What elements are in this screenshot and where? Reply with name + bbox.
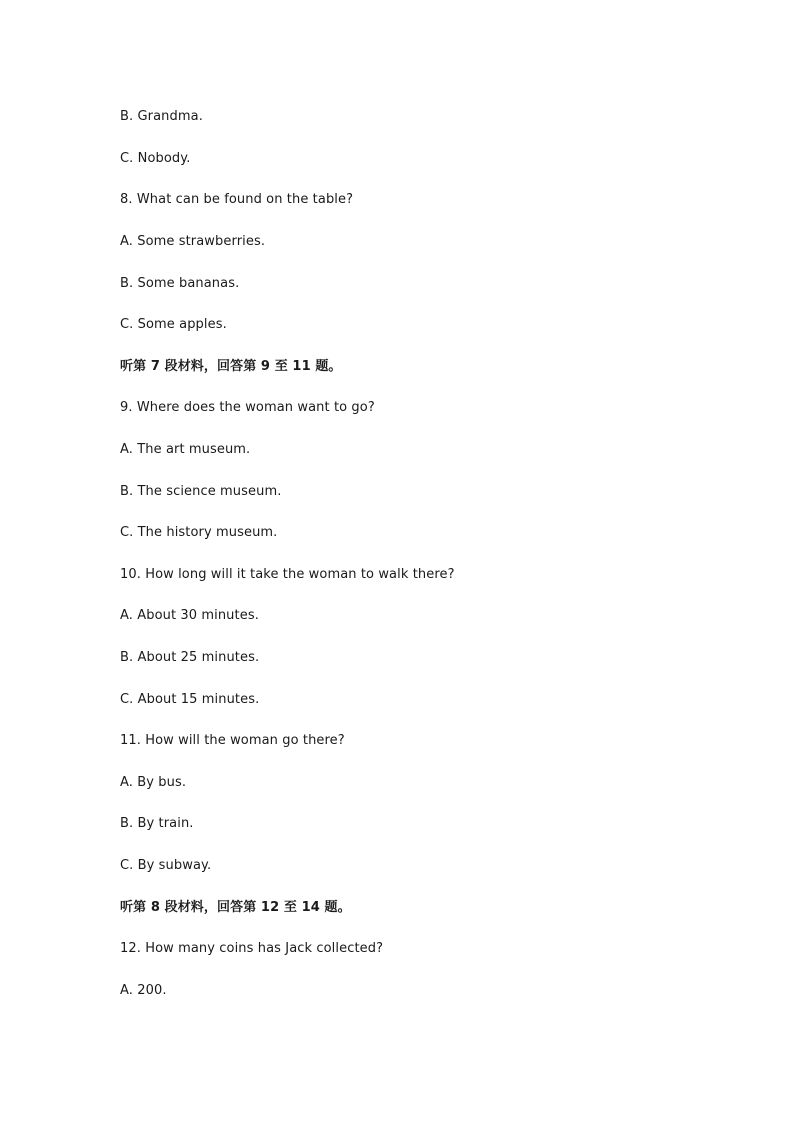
option-a-q12: A. 200. (120, 983, 167, 998)
option-a-q9: A. The art museum. (120, 442, 251, 457)
question-9: 9. Where does the woman want to go? (120, 400, 375, 415)
option-a-q11: A. By bus. (120, 775, 187, 790)
question-10: 10. How long will it take the woman to walk there? (120, 567, 455, 582)
question-11: 11. How will the woman go there? (120, 733, 345, 748)
option-b-q8: B. Some bananas. (120, 276, 240, 291)
option-c-q11: C. By subway. (120, 858, 212, 873)
question-8: 8. What can be found on the table? (120, 192, 354, 207)
option-c-q8: C. Some apples. (120, 317, 227, 332)
option-b-q11: B. By train. (120, 816, 194, 831)
option-c-q7: C. Nobody. (120, 151, 191, 166)
option-b-q9: B. The science museum. (120, 484, 282, 499)
section-heading-7: 听第 7 段材料，回答第 9 至 11 题。 (120, 359, 342, 374)
section-heading-8: 听第 8 段材料，回答第 12 至 14 题。 (120, 900, 351, 915)
option-a-q10: A. About 30 minutes. (120, 608, 259, 623)
option-a-q8: A. Some strawberries. (120, 234, 266, 249)
option-c-q9: C. The history museum. (120, 525, 278, 540)
option-b-q10: B. About 25 minutes. (120, 650, 260, 665)
option-b-q7: B. Grandma. (120, 109, 203, 124)
question-12: 12. How many coins has Jack collected? (120, 941, 384, 956)
option-c-q10: C. About 15 minutes. (120, 692, 260, 707)
